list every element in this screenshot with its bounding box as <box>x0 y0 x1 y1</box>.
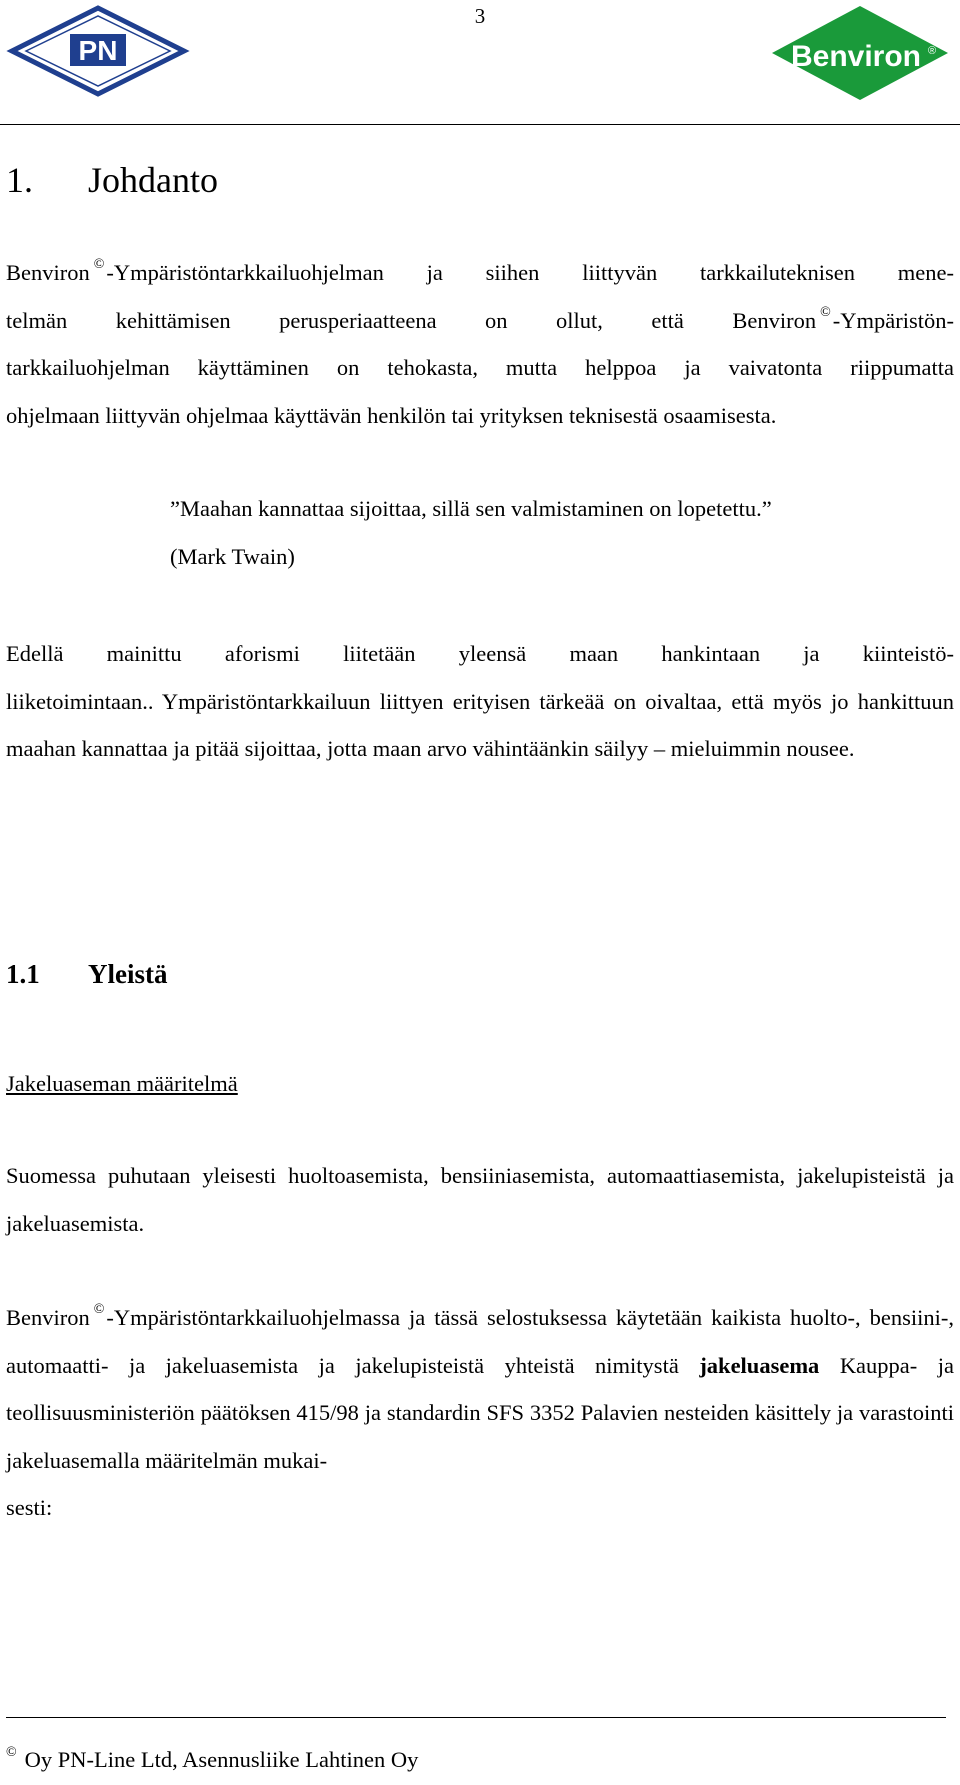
intro-line-1: Benviron ©-Ympäristöntarkkailuohjelman ja siihen liittyvän tarkkailuteknisen mene- <box>6 257 954 285</box>
page-number: 3 <box>474 4 486 28</box>
footer-rule <box>6 1717 946 1718</box>
section-1-heading <box>6 154 218 206</box>
intro-paragraph <box>6 249 954 439</box>
pn-logo-text: PN <box>78 35 118 66</box>
term-jakeluasema: jakeluasema <box>699 1352 820 1378</box>
section-1-1-number: 1.1 <box>6 959 40 989</box>
quote-text: ”Maahan kannattaa sijoittaa, sillä sen valmistaminen on lopetettu.” <box>170 496 772 521</box>
pn-logo <box>6 4 190 98</box>
aphorism-quote <box>170 485 954 580</box>
quote-author: (Mark Twain) <box>170 543 295 569</box>
benviron-logo-mark: ® <box>928 45 937 57</box>
section-1-1-title: Yleistä <box>88 959 168 989</box>
header-rule <box>0 124 960 125</box>
aphorism-rest: liiketoimintaan.. Ympäristöntarkkailuun liittyen erityisen tärkeää on oivaltaa, että myös jo hankittuun maahan kannattaa ja pitää sijoittaa, jotta maan arvo vähintäänkin säilyy – mieluimmin nousee. <box>6 688 954 761</box>
section-1-1-heading <box>6 952 167 996</box>
definition-paragraph-1: Suomessa puhutaan yleisesti huoltoasemista, bensiiniasemista, automaattiasemista, jakelupisteistä ja jakeluasemista. <box>6 1163 954 1236</box>
intro-line-4: ohjelmaan liittyvän ohjelmaa käyttävän henkilön tai yrityksen teknisestä osaamisesta. <box>6 402 777 428</box>
intro-line-3: tarkkailuohjelman käyttäminen on tehokasta, mutta helppoa ja vaivatonta riippumatta <box>6 355 954 380</box>
footer-copyright: © Oy PN-Line Ltd, Asennusliike Lahtinen Oy <box>6 1745 419 1772</box>
subheading-definition: Jakeluaseman määritelmä <box>6 1071 238 1096</box>
intro-line-2: telmän kehittämisen perusperiaatteena on ollut, että Benviron ©-Ympäristön- <box>6 304 954 333</box>
definition-paragraph-2: Benviron ©-Ympäristöntarkkailuohjelmassa ja tässä selostuksessa käytetään kaikista huolto-, bensiini-, automaatti- ja jakeluasemista ja jakelupisteistä yhteistä nimitystä jakeluasema Kauppa- ja teollisuusministeriön päätöksen 415/98 ja standardin SFS 3352 Palavien nesteiden käsittely ja varastointi jakeluasemalla määritelmän mukai- sesti: <box>6 1302 955 1520</box>
section-1-title: Johdanto <box>88 160 218 200</box>
aphorism-line-1: Edellä mainittu aforismi liitetään yleensä maan hankintaan ja kiinteistö- <box>6 641 954 666</box>
benviron-logo <box>770 4 950 102</box>
section-1-number: 1. <box>6 160 33 200</box>
aphorism-paragraph <box>6 630 954 773</box>
benviron-logo-text: Benviron <box>790 40 922 73</box>
